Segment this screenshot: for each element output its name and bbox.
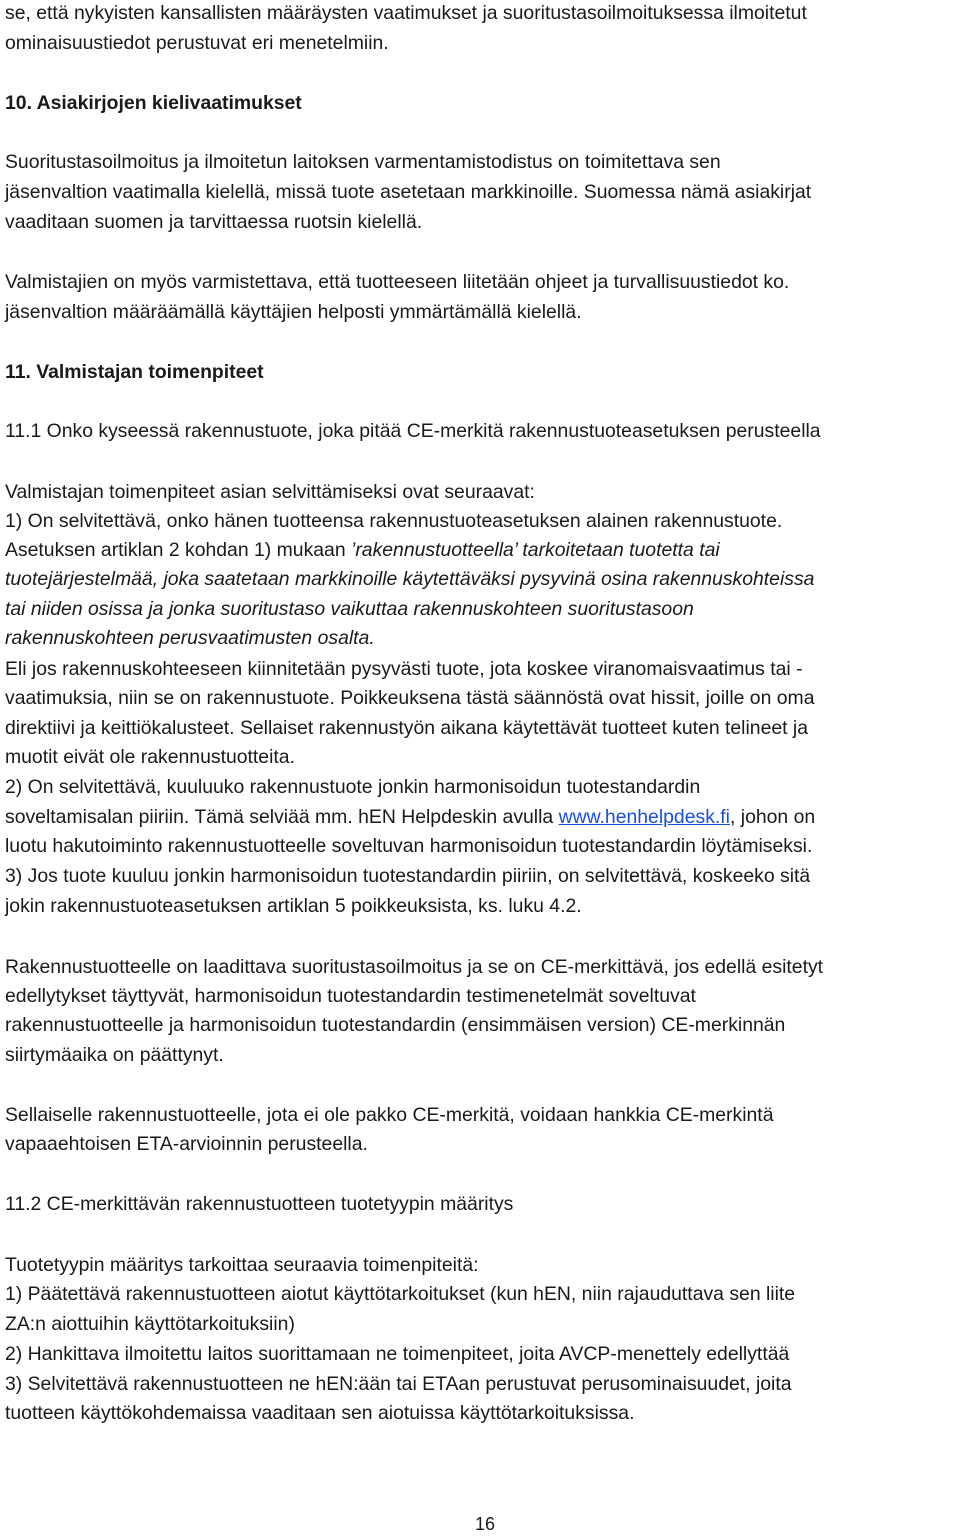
text-line: 3) Jos tuote kuuluu jonkin harmonisoidun tuotestandardin piiriin, on selvitettävä, koskeeko sitä xyxy=(5,865,811,887)
text-line: Valmistajan toimenpiteet asian selvittämiseksi ovat seuraavat: xyxy=(5,481,535,503)
text-line: se, että nykyisten kansallisten määräysten vaatimukset ja suoritustasoilmoituksessa ilmoitetut xyxy=(5,2,807,24)
text-line: ominaisuustiedot perustuvat eri menetelmiin. xyxy=(5,32,389,54)
italic-line: rakennuskohteen perusvaatimusten osalta. xyxy=(5,627,375,649)
text-line: tuotteen käyttökohdemaissa vaaditaan sen aiotuissa käyttötarkoituksissa. xyxy=(5,1402,635,1424)
text-line: siirtymäaika on päättynyt. xyxy=(5,1044,224,1066)
text-line: 2) On selvitettävä, kuuluuko rakennustuote jonkin harmonisoidun tuotestandardin xyxy=(5,776,701,798)
text-line: Suoritustasoilmoitus ja ilmoitetun laitoksen varmentamistodistus on toimitettava sen xyxy=(5,151,721,173)
text-line: 2) Hankittava ilmoitettu laitos suorittamaan ne toimenpiteet, joita AVCP-menettely edellyttää xyxy=(5,1343,790,1365)
text-span: , johon on xyxy=(729,806,816,828)
italic-line: tuotejärjestelmää, joka saatetaan markkinoille käytettäväksi pysyvinä osina rakennuskohteissa xyxy=(5,568,815,590)
text-line: ZA:n aiottuihin käyttötarkoituksiin) xyxy=(5,1313,295,1335)
text-line: Rakennustuotteelle on laadittava suoritustasoilmoitus ja se on CE-merkittävä, jos edellä esitetyt xyxy=(5,956,824,978)
henhelpdesk-link[interactable]: www.henhelpdesk.fi xyxy=(558,806,730,828)
text-line xyxy=(5,535,720,565)
text-line: edellytykset täyttyvät, harmonisoidun tuotestandardin testimenetelmät soveltuvat xyxy=(5,985,696,1007)
text-line: Eli jos rakennuskohteeseen kiinnitetään pysyvästi tuote, jota koskee viranomaisvaatimus tai - xyxy=(5,658,803,680)
text-line: Sellaiselle rakennustuotteelle, jota ei ole pakko CE-merkitä, voidaan hankkia CE-merkintä xyxy=(5,1104,774,1126)
text-line: jokin rakennustuoteasetuksen artiklan 5 poikkeuksista, ks. luku 4.2. xyxy=(5,895,582,917)
text-line: direktiivi ja keittiökalusteet. Sellaiset rakennustyön aikana käytettävät tuotteet kuten telineet ja xyxy=(5,717,809,739)
text-line: Valmistajien on myös varmistettava, että tuotteeseen liitetään ohjeet ja turvallisuustiedot ko. xyxy=(5,271,790,293)
italic-line: tai niiden osissa ja jonka suoritustaso vaikuttaa rakennuskohteen suoritustasoon xyxy=(5,598,694,620)
text-line: vapaaehtoisen ETA-arvioinnin perusteella. xyxy=(5,1133,368,1155)
subsection-heading-11-2: 11.2 CE-merkittävän rakennustuotteen tuotetyypin määritys xyxy=(5,1193,514,1215)
text-line: rakennustuotteelle ja harmonisoidun tuotestandardin (ensimmäisen version) CE-merkinnän xyxy=(5,1014,786,1036)
subsection-heading-11-1: 11.1 Onko kyseessä rakennustuote, joka pitää CE-merkitä rakennustuoteasetuksen perusteella xyxy=(5,420,821,442)
section-heading-10: 10. Asiakirjojen kielivaatimukset xyxy=(5,92,302,114)
text-line: 1) On selvitettävä, onko hänen tuotteensa rakennustuoteasetuksen alainen rakennustuote. xyxy=(5,510,783,532)
text-line xyxy=(5,802,815,832)
text-line: jäsenvaltion määräämällä käyttäjien helposti ymmärtämällä kielellä. xyxy=(5,301,582,323)
section-heading-11: 11. Valmistajan toimenpiteet xyxy=(5,361,264,383)
text-line: vaatimuksia, niin se on rakennustuote. Poikkeuksena tästä säännöstä ovat hissit, joille on oma xyxy=(5,687,815,709)
text-line: muotit eivät ole rakennustuotteita. xyxy=(5,746,295,768)
text-line: 3) Selvitettävä rakennustuotteen ne hEN:ään tai ETAan perustuvat perusominaisuudet, joita xyxy=(5,1373,792,1395)
text-line: Tuotetyypin määritys tarkoittaa seuraavia toimenpiteitä: xyxy=(5,1254,479,1276)
text-span: soveltamisalan piiriin. Tämä selviää mm. hEN Helpdeskin avulla xyxy=(5,806,559,828)
text-span: Asetuksen artiklan 2 kohdan 1) mukaan xyxy=(5,539,352,561)
italic-span: ’rakennustuotteella’ tarkoitetaan tuotetta tai xyxy=(351,539,720,561)
text-line: 1) Päätettävä rakennustuotteen aiotut käyttötarkoitukset (kun hEN, niin rajauduttava sen liite xyxy=(5,1283,796,1305)
page-number: 16 xyxy=(474,1514,496,1534)
text-line: luotu hakutoiminto rakennustuotteelle soveltuvan harmonisoidun tuotestandardin löytämiseksi. xyxy=(5,835,813,857)
text-line: vaaditaan suomen ja tarvittaessa ruotsin kielellä. xyxy=(5,211,423,233)
text-line: jäsenvaltion vaatimalla kielellä, missä tuote asetetaan markkinoille. Suomessa nämä asiakirjat xyxy=(5,181,812,203)
